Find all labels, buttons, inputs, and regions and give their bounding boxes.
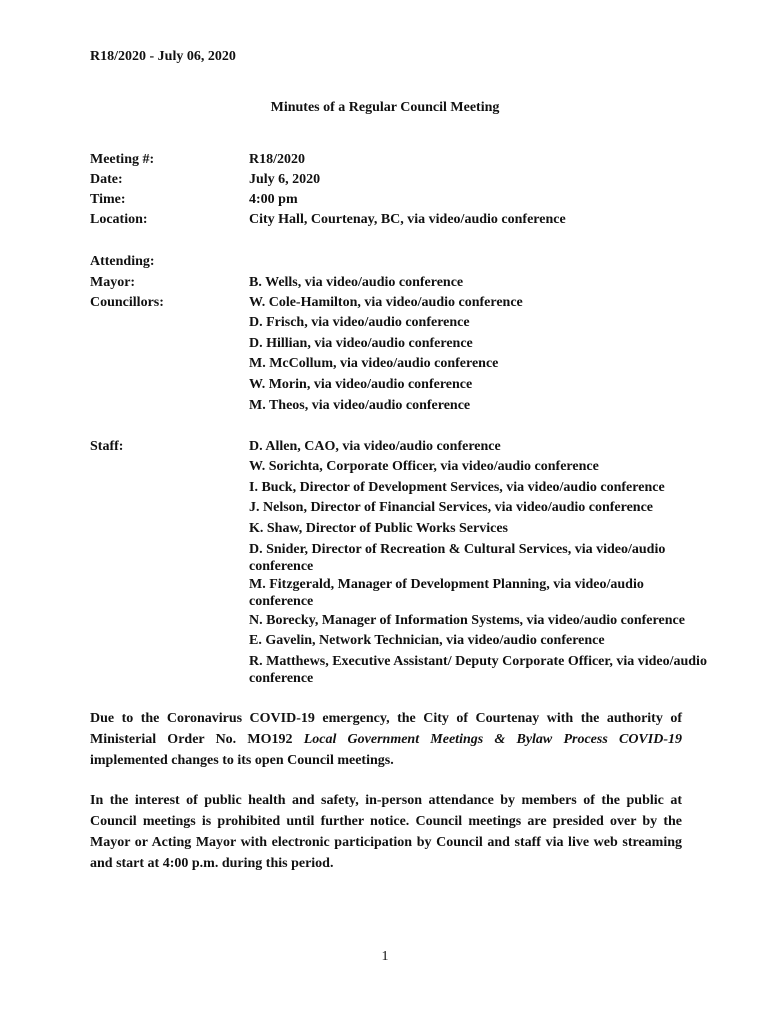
meeting-date-label: Date: (90, 172, 123, 187)
staff-item: E. Gavelin, Network Technician, via video/audio conference (249, 633, 605, 648)
meeting-location-value: City Hall, Courtenay, BC, via video/audio conference (249, 212, 566, 227)
paragraph-text-start: Due to the Coronavirus COVID-19 emergency, the City of Courtenay with the authority of Ministerial Order No. MO192 (90, 711, 682, 747)
staff-item: I. Buck, Director of Development Services, via video/audio conference (249, 480, 665, 495)
councillor-item: M. Theos, via video/audio conference (249, 398, 471, 413)
meeting-location-label: Location: (90, 212, 148, 227)
meeting-time-label: Time: (90, 192, 126, 207)
document-title: Minutes of a Regular Council Meeting (270, 100, 500, 115)
staff-item: D. Allen, CAO, via video/audio conference (249, 439, 501, 454)
councillors-label: Councillors: (90, 295, 164, 310)
councillor-item: D. Hillian, via video/audio conference (249, 336, 473, 351)
page-number: 1 (381, 949, 389, 964)
councillor-item: W. Cole-Hamilton, via video/audio conference (249, 295, 523, 310)
staff-item: D. Snider, Director of Recreation & Cultural Services, via video/audio conference (249, 542, 666, 574)
staff-item: J. Nelson, Director of Financial Services, via video/audio conference (249, 500, 654, 515)
paragraph-text-end: implemented changes to its open Council meetings. (90, 753, 394, 768)
staff-item: W. Sorichta, Corporate Officer, via video/audio conference (249, 459, 599, 474)
staff-label: Staff: (90, 439, 124, 454)
staff-item: K. Shaw, Director of Public Works Services (249, 521, 508, 536)
councillor-item: M. McCollum, via video/audio conference (249, 356, 499, 371)
document-id-header: R18/2020 - July 06, 2020 (90, 49, 236, 64)
order-title-italic: Local Government Meetings & Bylaw Process COVID-19 (303, 732, 682, 747)
covid-authority-paragraph (90, 708, 682, 771)
meeting-number-label: Meeting #: (90, 152, 155, 167)
staff-item: R. Matthews, Executive Assistant/ Deputy Corporate Officer, via video/audio conference (249, 654, 707, 686)
staff-item: N. Borecky, Manager of Information Systems, via video/audio conference (249, 613, 685, 628)
councillor-item: D. Frisch, via video/audio conference (249, 315, 470, 330)
attending-heading: Attending: (90, 254, 155, 269)
mayor-label: Mayor: (90, 275, 136, 290)
mayor-value: B. Wells, via video/audio conference (249, 275, 464, 290)
staff-item: M. Fitzgerald, Manager of Development Planning, via video/audio conference (249, 577, 644, 609)
public-health-paragraph: In the interest of public health and safety, in-person attendance by members of the public at Council meetings is prohibited until further notice. Council meetings are presided over by the Mayor or Acting Mayor with electronic participation by Council and staff via live web streaming and start at 4:00 p.m. during this period. (90, 793, 682, 871)
meeting-date-value: July 6, 2020 (249, 172, 321, 187)
meeting-number-value: R18/2020 (249, 152, 305, 167)
meeting-time-value: 4:00 pm (249, 192, 298, 207)
councillor-item: W. Morin, via video/audio conference (249, 377, 473, 392)
